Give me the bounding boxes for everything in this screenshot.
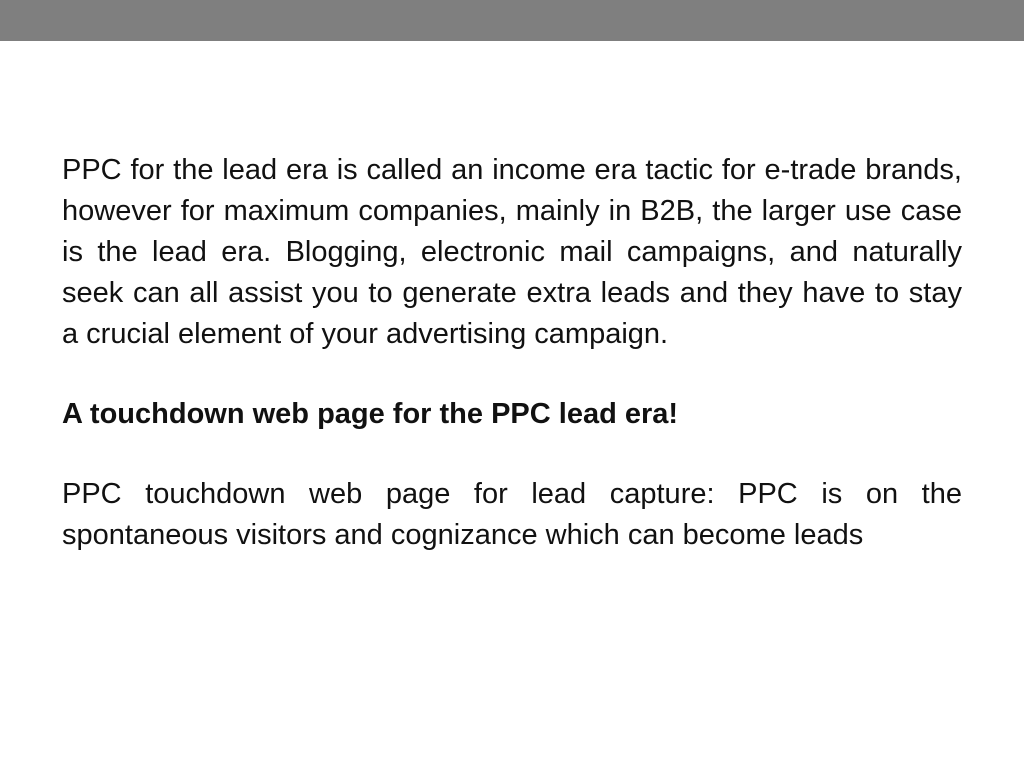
top-bar <box>0 0 1024 41</box>
body-paragraph-intro: PPC for the lead era is called an income era tactic for e-trade brands, however for maximum companies, mainly in B2B, the larger use case is the lead era. Blogging, electronic mail campaigns, and naturally seek can all assist you to generate extra leads and they have to stay a crucial element of your advertising campaign. <box>62 154 962 350</box>
slide-content <box>62 150 962 556</box>
section-heading: A touchdown web page for the PPC lead era! <box>62 398 679 430</box>
body-paragraph-lead-capture: PPC touchdown web page for lead capture: PPC is on the spontaneous visitors and cognizance which can become leads <box>62 478 962 551</box>
